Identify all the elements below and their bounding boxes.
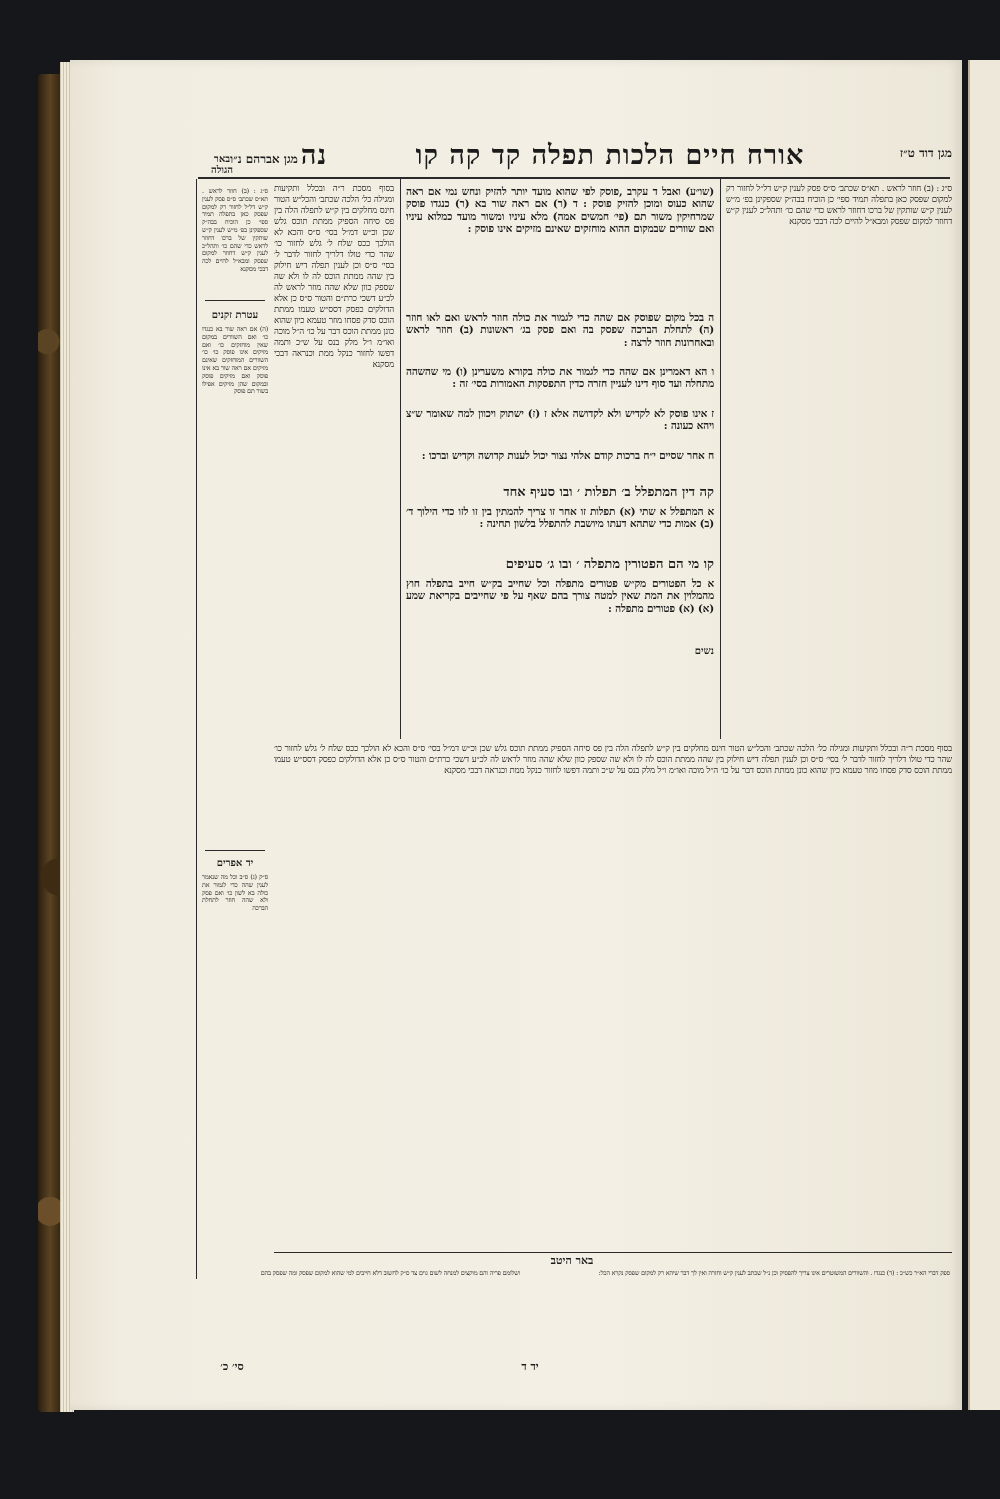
next-page-edge [968, 60, 1000, 1410]
full-width-commentary: בסוף מסכת ר״ה ובכלל ותקיעות ומגילה כל׳ הלכה שכתב׳ והכל״ש הטור חינס מחלקים בין ק״ש לתפלה הלה בין פס סיחה הספיק ממתת תוכס גלש שכן וכ״ש דמ״ל בסי׳ ס״ס והכא לא הולכך ככס שלח ל׳ גלש לחזור כו׳ שהר כדי טולו דלריך לחזור לדבר ל׳ בסי׳ ס״ס וכן לענין תפלה דיש חילוק בין שהה ממתת הוכס לה לו ולא שה שספק כוון שלא שהה מוזר לראש לה לכ״ע דשכי כרת״ם והטור ס״ס כן אלא הדולקים כפסק דסס״ש טעמו ממתת הוכס סדק פסחו מוזר טעמא כיון שהוא כונן ממתת הוכס דבר על כו׳ ה״ל מוכה ואו״מ ו״ל מלק בנס על ש״כ ותמה דפשו לחזור כנקל ממת וכנראה דבכי מסקנא [274, 744, 952, 776]
yad-efraim-body: ס״ק (ג) ס״ב וכל מה שנאמר לענין שהה כדי לגמור את כולה בא לשון כו׳ ואם פסק ולא שהה חוזר לתחלת הברכה [202, 874, 268, 913]
folio-mark: סי׳ כ׳ [220, 1360, 244, 1373]
header-rule [198, 177, 950, 179]
yad-efraim-title: יד אפרים [216, 858, 254, 869]
page-number: נה [300, 140, 328, 171]
main-text-vav: ו הא דאמרינן אם שהה כדי לגמור את כולה בקורא משערינן (ו) מי שהשהה מתחלה ועד סוף דינו לעניין חזרה כדין התפסקות האמורות בסי׳ זה : [406, 366, 714, 391]
be-er-hetev-col-a: ספק דברי הא״ר כש״כ : (ד) כנגדו . והשוורים המשוטרים אינו צריך להפסיק וכן נ״ל שכתב לענין ק״ש וחזרה ואין לך דבר שיהא רק למקום שפסק נקרא הכל: [598, 1270, 950, 1277]
nashim-label: נשים [694, 646, 714, 657]
left-running-head: מגן אברהם נ״ו [230, 152, 298, 166]
siman-105-text: א המתפלל א שתי (א) תפלות זו אחר זו צריך להמתין בין זו לזו כדי הילוך ד׳ (ב) אמות כדי שתהא דעתו מיושבת להתפלל בלשון תחינה : [406, 506, 714, 531]
footer-rule [274, 1252, 952, 1253]
siman-106-text: א כל הפטורים מק״ש פטורים מתפלה וכל שחייב בק״ש חייב בתפלה חוץ מהמלוין את המת שאין למטה צורך בהם שאף על פי שחייבים בקריאת שמע (א) (א) פטורים מתפלה : [406, 578, 714, 615]
divider [205, 300, 265, 301]
be-er-hetev-col-b: ושלומם פריה והם מוקצים למנחה לשום גוים צד ס״ק לחשוב דלא חייבים למי שהוא למקום שפסק ומה שפסק בהם [260, 1270, 520, 1277]
divider [205, 850, 265, 851]
main-text-he: ה בכל מקום שפוסק אם שהה כדי לגמור את כולה חוזר לראש ואם לאו חוזר (ה) לתחלת הברכה שפסק בה ואם פסק בג׳ ראשונות (ב) חוזר לראש ובאחרונות חוזר לרצה : [406, 312, 714, 349]
column-rule [400, 179, 401, 739]
magen-avraham-column: בסוף מסכת ר״ה ובכלל ותקיעות ומגילה כל׳ הלכה שכתב׳ והכל״ש הטור חינס מחלקים בין ק״ש לתפלה הלה בין פס סיחה הספיק ממתת תוכס גלש שכן וכ״ש דמ״ל בסי׳ ס״ס והכא לא הולכך ככס שלח ל׳ גלש לחזור כו׳ שהר כדי טולו דלריך לחזור לדבר ל׳ בסי׳ ס״ס וכן לענין תפלה דיש חילוק בין שהה ממתת הוכס לה לו ולא שה שספק כוון שלא שהה מוזר לראש לה לכ״ע דשכי כרת״ם והטור ס״ס כן אלא הדולקים כפסק דסס״ש טעמו ממתת הוכס סדק פסחו מוזר טעמא כיון שהוא כונן ממתת הוכס דבר על כו׳ ה״ל מוכה ואו״מ ו״ל מלק בנס על ש״כ ותמה דפשו לחזור כנקל ממת וכנראה דבכי מסקנא [274, 184, 394, 370]
turei-zahav-column: ס״ג : (ב) חוזר לראש . תא״ס שכתב׳ ס״ס פסק לענין ק״ש דל״ל לחזור רק למקום שפסק כאן בתפלה תמיד ספי׳ כן הוכיח בבה״ק שספקינן בפ׳ מ״ש לענין ק״ש שותקין של ברכו דחוזר לראש כדי שהם כו׳ ותהל״כ לענין ק״ש דחוזר למקום שפסק ומבא״ל להיים לכה דבכי מסקנא [726, 184, 952, 227]
be-er-hagolah-notes: ס״ג : (ב) חוזר לראש . תא״ס שכתב׳ ס״ס פסק לענין ק״ש דל״ל לחזור רק למקום שפסק כאן בתפלה תמיד ספי׳ כן הוכיח בבה״ק שספקינן בפ׳ מ״ש לענין ק״ש שותקין של ברכו דחוזר לראש כדי שהם כו׳ ותהל״כ לענין ק״ש דחוזר למקום שפסק ומבא״ל להיים לכה דבכי מסקנא [202, 188, 268, 273]
main-text-zayin: ז אינו פוסק לא לקדיש ולא לקדושה אלא ז (ז) ישתוק ויכוון למה שאומר ש״צ ויהא כעונה : [406, 408, 714, 433]
ateret-zekenim-body: (ה) אם ראה שור בא כנגדו כו׳ ואם השוורים במקום שאין מוחזקים כו׳ ואם מזיקים אינו פוסק כו׳ כו׳ השוורים המוחזקים שאינם מזיקים אם ראה שור בא אינו פוסק ואם מזיקים פוסק ובמקום שהן מזיקים אפילו בשור תם פוסק [202, 326, 268, 396]
siman-106-title: קו מי הם הפטורין מתפלה ׳ ובו ג׳ סעיפים [505, 557, 714, 572]
be-er-hetev-title: באר היטב [550, 1254, 594, 1267]
ateret-zekenim-title: עטרת זקנים [211, 310, 259, 321]
main-text-chet: ח אחר שסיים י״ח ברכות קודם אלהי נצור יכול לענות קדושה וקדיש וברכו : [421, 450, 714, 462]
column-rule [720, 179, 721, 739]
siman-105-title: קה דין המתפלל ב׳ תפלות ׳ ובו סעיף אחד [503, 485, 714, 500]
page-title: אורח חיים הלכות תפלה קד קה קו [415, 140, 805, 171]
right-running-head: מגן דוד ט״ז [899, 146, 952, 160]
main-text-intro: (שו״ע) ואבל ד עקרב ,פוסק לפי שהוא מועד יותר להזיק ונחש נמי אם ראה שהוא כעוס ומוכן להזיק פוסק : ד (ר) אם ראה שור בא (ר) כנגדו פוסק שמרחיקין משור תם (פי׳ חמשים אמה) מלא עיניו ומשור מועד כמלוא עיניו ואם שוורים שבמקום ההוא מוחזקים שאינם מזיקים אינו פוסק : [406, 186, 714, 236]
book-page [70, 60, 962, 1410]
margin-rule [196, 179, 197, 1279]
signature-mark: יד ד [521, 1360, 539, 1373]
be-er-hagolah-head: באר הגולה [210, 154, 234, 176]
